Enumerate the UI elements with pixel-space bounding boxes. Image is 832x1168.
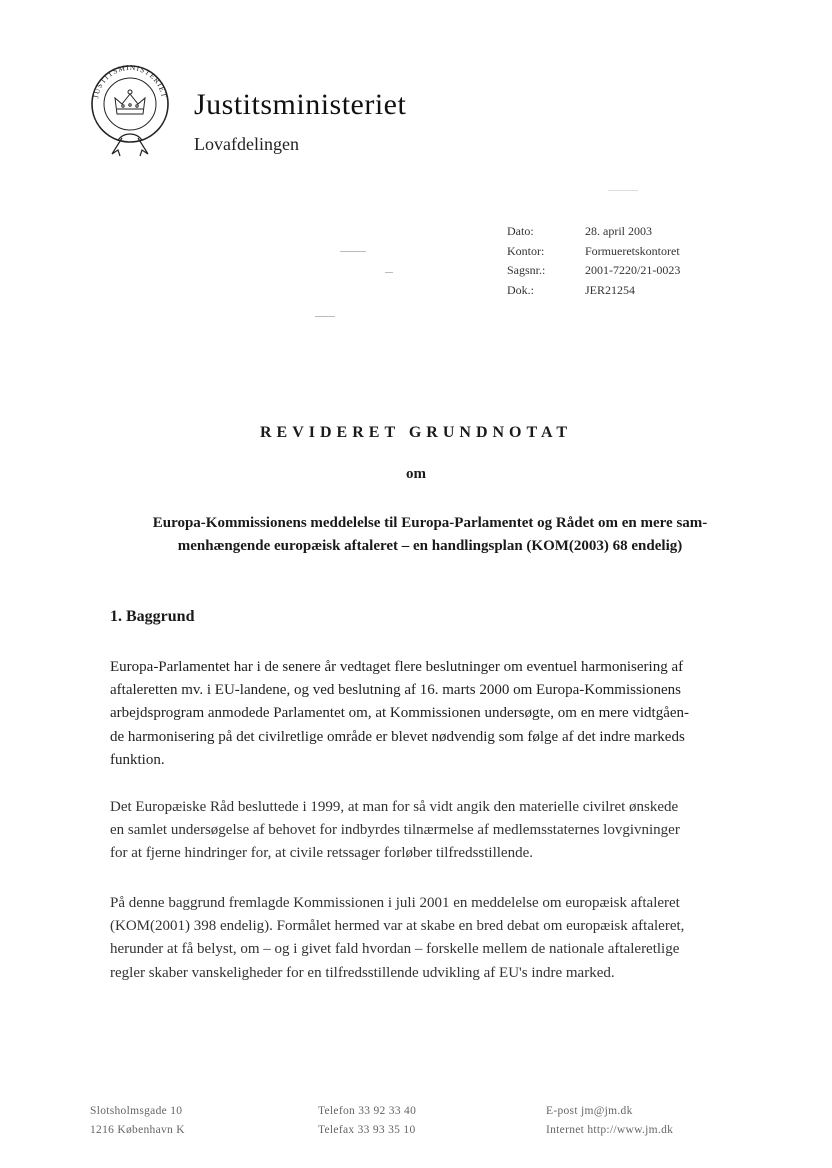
footer-phone: Telefon 33 92 33 40 bbox=[318, 1105, 417, 1117]
document-metadata bbox=[507, 222, 680, 300]
meta-value: 28. april 2003 bbox=[585, 224, 652, 238]
section-heading: 1. Baggrund bbox=[110, 608, 195, 625]
meta-value: 2001-7220/21-0023 bbox=[585, 263, 681, 277]
paragraph-2 bbox=[110, 796, 760, 866]
footer-address-line: Slotsholmsgade 10 bbox=[90, 1105, 183, 1117]
text-line: arbejdsprogram anmodede Parlamentet om, at Kommissionen undersøgte, om en mere vidtgåen- bbox=[110, 705, 690, 722]
document-subject bbox=[110, 512, 750, 558]
text-line: de harmonisering på det civilretlige område er blevet nødvendig som følge af det indre markeds bbox=[110, 728, 685, 745]
text-line: På denne baggrund fremlagde Kommissionen i juli 2001 en meddelelse om europæisk aftaleret bbox=[110, 895, 680, 911]
title-connector: om bbox=[406, 466, 426, 482]
department-name: Lovafdelingen bbox=[194, 134, 299, 154]
crown-icon bbox=[115, 90, 145, 114]
text-line: en samlet undersøgelse af behovet for indbyrdes tilnærmelse af medlemsstaternes lovgivninger bbox=[110, 822, 680, 839]
text-line: regler skaber vanskeligheder for en tilfredsstillende udvikling af EU's indre marked. bbox=[110, 964, 615, 981]
meta-row-date bbox=[507, 222, 680, 242]
meta-value: JER21254 bbox=[585, 282, 636, 297]
footer-address bbox=[90, 1102, 185, 1140]
meta-label: Kontor: bbox=[507, 243, 545, 258]
scan-speck bbox=[608, 190, 638, 191]
text-line: (KOM(2001) 398 endelig). Formålet hermed var at skabe en bred debat om europæisk aftaleret, bbox=[110, 918, 685, 935]
scan-speck bbox=[385, 272, 393, 273]
scan-speck bbox=[315, 316, 335, 317]
meta-label: Sagsnr.: bbox=[507, 263, 546, 277]
seal-text: JUSTITSMINISTERIET bbox=[91, 62, 169, 99]
document-title: REVIDERET GRUNDNOTAT bbox=[259, 424, 573, 441]
footer-internet: Internet http://www.jm.dk bbox=[546, 1124, 674, 1136]
text-line: herunder at få belyst, om – og i givet fald hvordan – forskelle mellem de nationale aftaleretlige bbox=[110, 941, 680, 958]
footer-address-line: 1216 København K bbox=[90, 1124, 185, 1136]
ribbon-icon bbox=[112, 134, 148, 156]
footer-phone-fax bbox=[318, 1102, 416, 1140]
subject-line: Europa-Kommissionens meddelelse til Europa-Parlamentet og Rådet om en mere sam- bbox=[152, 515, 708, 531]
scan-speck bbox=[340, 251, 366, 252]
text-line: for at fjerne hindringer for, at civile retssager forløber tilfredsstillende. bbox=[110, 845, 533, 862]
text-line: aftaleretten mv. i EU-landene, og ved beslutning af 16. marts 2000 om Europa-Kommissionens bbox=[110, 682, 681, 699]
ministry-name: Justitsministeriet bbox=[194, 88, 407, 121]
paragraph-3 bbox=[110, 892, 760, 985]
footer-contact bbox=[546, 1102, 673, 1140]
meta-value: Formueretskontoret bbox=[585, 243, 680, 258]
text-line: Det Europæiske Råd besluttede i 1999, at man for så vidt angik den materielle civilret ønskede bbox=[110, 799, 679, 815]
footer-email: E-post jm@jm.dk bbox=[546, 1105, 633, 1117]
meta-label: Dato: bbox=[507, 224, 534, 238]
meta-row-office bbox=[507, 242, 680, 262]
text-line: funktion. bbox=[110, 751, 165, 768]
paragraph-1 bbox=[110, 656, 760, 772]
text-line: Europa-Parlamentet har i de senere år vedtaget flere beslutninger om eventuel harmonisering af bbox=[110, 659, 684, 675]
subject-line: menhængende europæisk aftaleret – en handlingsplan (KOM(2003) 68 endelig) bbox=[177, 538, 683, 554]
ministry-seal-logo bbox=[88, 62, 172, 158]
meta-label: Dok.: bbox=[507, 282, 534, 297]
footer-fax: Telefax 33 93 35 10 bbox=[318, 1124, 416, 1136]
meta-row-case-number bbox=[507, 261, 680, 281]
meta-row-document bbox=[507, 281, 680, 301]
